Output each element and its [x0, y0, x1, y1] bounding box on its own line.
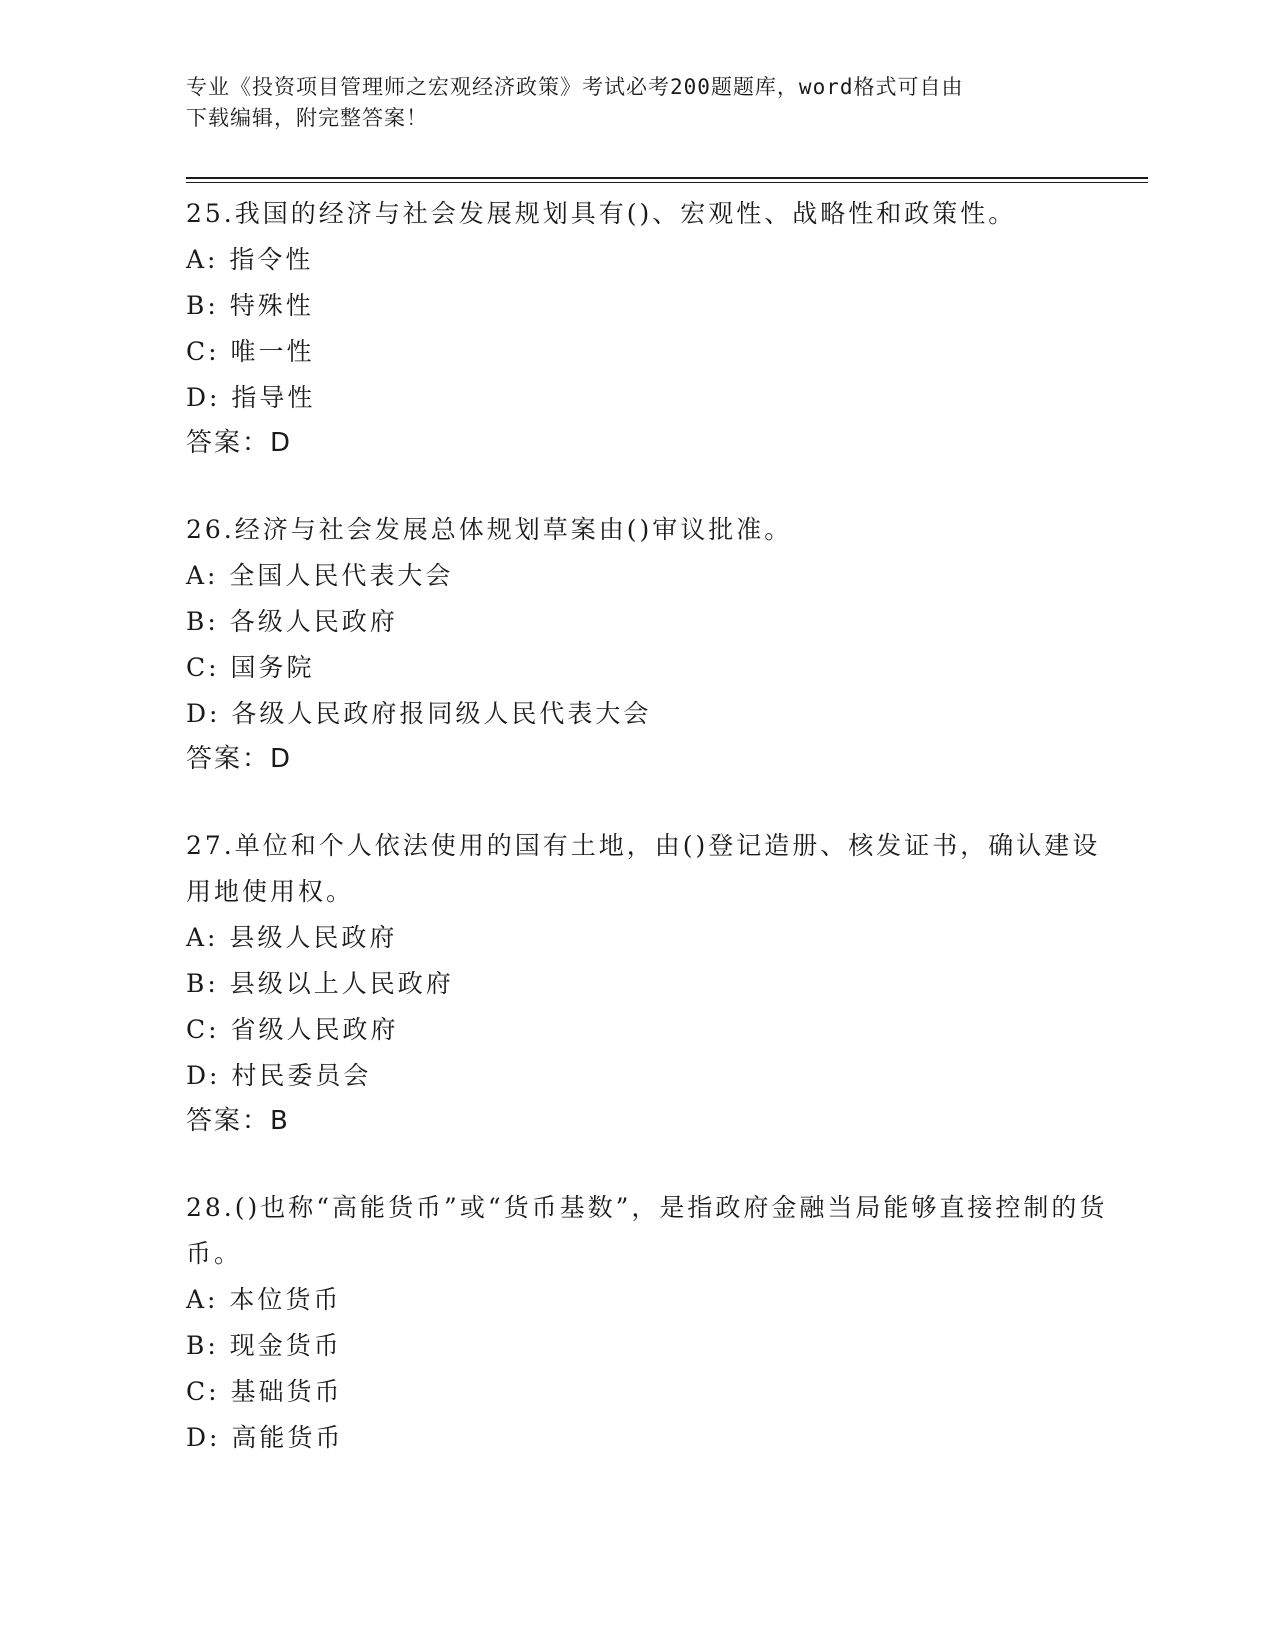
option-c: C: 唯一性 — [186, 337, 315, 366]
option-a: A: 县级人民政府 — [186, 923, 398, 952]
question-stem: 27.单位和个人依法使用的国有土地，由()登记造册、核发证书，确认建设用地使用权。 — [186, 831, 1101, 906]
question-27 — [186, 823, 1126, 1143]
option-d: D: 指导性 — [186, 383, 316, 412]
answer: 答案：D — [186, 744, 293, 774]
option-d: D: 村民委员会 — [186, 1061, 372, 1090]
option-d: D: 高能货币 — [186, 1423, 344, 1452]
header-divider-thin — [186, 182, 1148, 183]
question-list — [186, 191, 1126, 1461]
question-26 — [186, 507, 1126, 781]
option-b: B: 特殊性 — [186, 291, 314, 320]
option-a: A: 指令性 — [186, 245, 314, 274]
question-stem: 26.经济与社会发展总体规划草案由()审议批准。 — [186, 515, 793, 544]
option-b: B: 现金货币 — [186, 1331, 342, 1360]
header-line-2: 下载编辑，附完整答案！ — [186, 106, 428, 130]
option-c: C: 省级人民政府 — [186, 1015, 399, 1044]
question-stem: 28.()也称“高能货币”或“货币基数”，是指政府金融当局能够直接控制的货币。 — [186, 1193, 1108, 1268]
question-stem: 25.我国的经济与社会发展规划具有()、宏观性、战略性和政策性。 — [186, 199, 1017, 228]
option-c: C: 基础货币 — [186, 1377, 343, 1406]
header-line-1: 专业《投资项目管理师之宏观经济政策》考试必考200题题库，word格式可自由 — [186, 75, 964, 99]
question-spacer — [186, 781, 1126, 823]
option-a: A: 全国人民代表大会 — [186, 561, 454, 590]
option-c: C: 国务院 — [186, 653, 315, 682]
document-header — [186, 72, 1066, 134]
answer: 答案：B — [186, 1106, 290, 1136]
question-spacer — [186, 1143, 1126, 1185]
answer: 答案：D — [186, 428, 293, 458]
option-b: B: 各级人民政府 — [186, 607, 398, 636]
question-25 — [186, 191, 1126, 465]
header-divider-thick — [186, 177, 1148, 179]
question-28 — [186, 1185, 1126, 1461]
option-d: D: 各级人民政府报同级人民代表大会 — [186, 699, 652, 728]
option-a: A: 本位货币 — [186, 1285, 342, 1314]
question-spacer — [186, 465, 1126, 507]
option-b: B: 县级以上人民政府 — [186, 969, 454, 998]
